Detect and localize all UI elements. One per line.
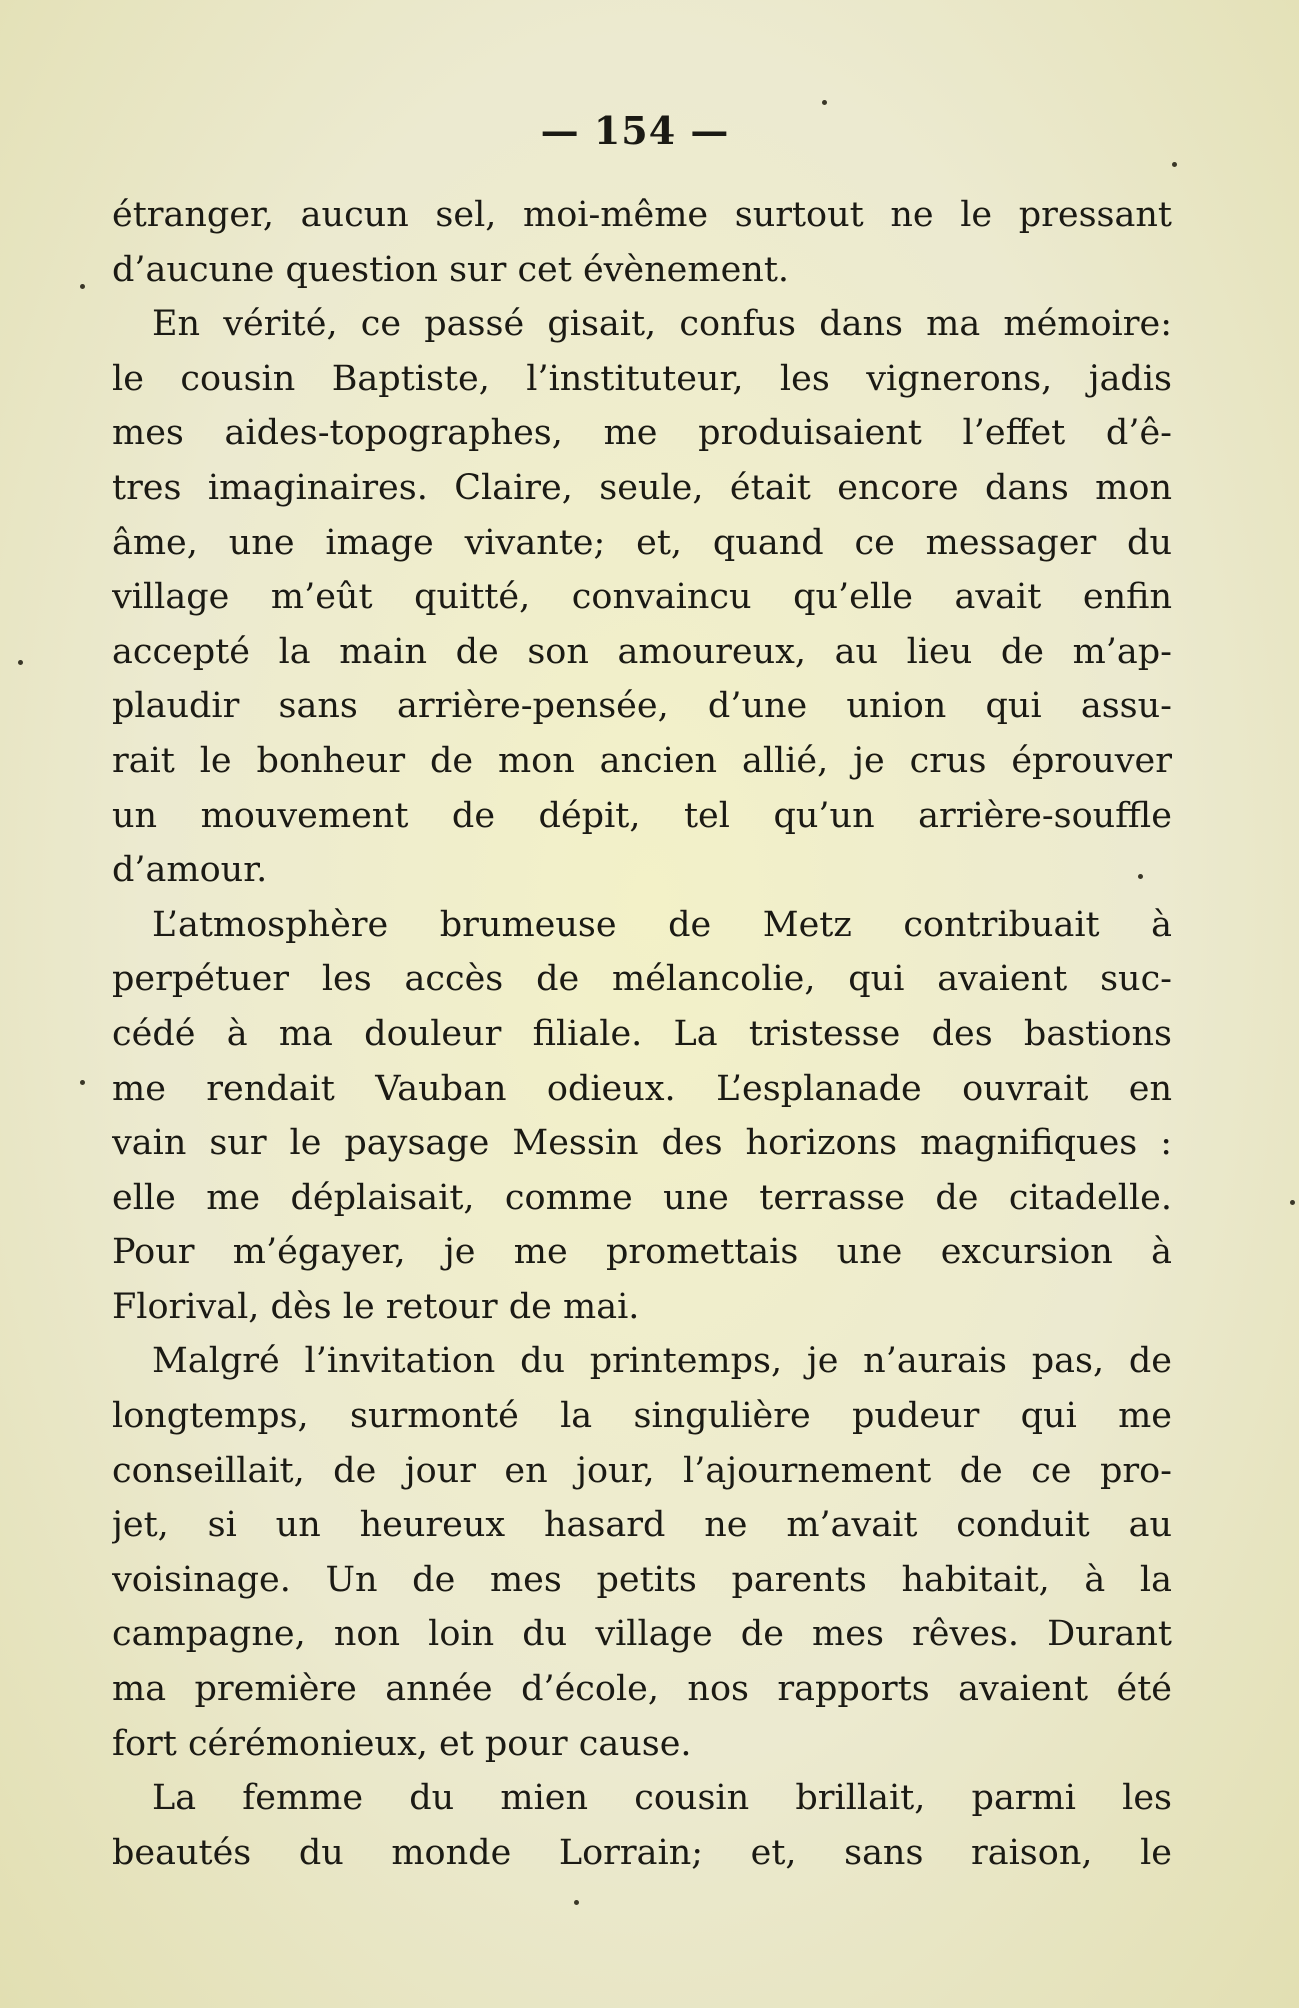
text-line: L’atmosphère brumeuse de Metz contribuait à xyxy=(152,904,1172,945)
paragraph-3 xyxy=(112,898,1172,1335)
text-line: d’amour. xyxy=(112,850,268,891)
body-text xyxy=(112,188,1172,1880)
text-line: elle me déplaisait, comme une terrasse de citadelle. xyxy=(112,1177,1172,1218)
paragraph-1 xyxy=(112,188,1172,297)
text-line: me rendait Vauban odieux. L’esplanade ouvrait en xyxy=(112,1068,1172,1109)
print-speck xyxy=(822,100,827,105)
print-speck xyxy=(1172,162,1177,167)
text-line: cédé à ma douleur filiale. La tristesse des bastions xyxy=(112,1013,1172,1054)
text-line: ma première année d’école, nos rapports avaient été xyxy=(112,1669,1172,1710)
paragraph-2 xyxy=(112,297,1172,898)
print-speck xyxy=(1290,1200,1295,1205)
text-line: fort cérémonieux, et pour cause. xyxy=(112,1723,692,1764)
print-speck xyxy=(1138,874,1143,879)
print-speck xyxy=(574,1900,579,1905)
text-line: La femme du mien cousin brillait, parmi les xyxy=(152,1778,1172,1819)
text-line: plaudir sans arrière-pensée, d’une union qui assu- xyxy=(112,686,1172,727)
text-line: un mouvement de dépit, tel qu’un arrière-souffle xyxy=(112,795,1172,836)
paragraph-5 xyxy=(112,1771,1172,1880)
print-speck xyxy=(80,1080,85,1085)
text-line: accepté la main de son amoureux, au lieu de m’ap- xyxy=(112,631,1172,672)
paragraph-4 xyxy=(112,1334,1172,1771)
text-line: Malgré l’invitation du printemps, je n’aurais pas, de xyxy=(152,1341,1172,1382)
text-line: âme, une image vivante; et, quand ce messager du xyxy=(112,522,1172,563)
text-line: rait le bonheur de mon ancien allié, je crus éprouver xyxy=(112,740,1172,781)
text-line: Florival, dès le retour de mai. xyxy=(112,1286,640,1327)
text-line: mes aides-topographes, me produisaient l’effet d’ê- xyxy=(112,413,1172,454)
text-line: campagne, non loin du village de mes rêves. Durant xyxy=(112,1614,1172,1655)
print-speck xyxy=(18,660,23,665)
text-line: étranger, aucun sel, moi-même surtout ne le pressant xyxy=(112,195,1172,235)
text-line: le cousin Baptiste, l’instituteur, les vignerons, jadis xyxy=(112,358,1172,399)
print-speck xyxy=(80,284,85,289)
text-line: longtemps, surmonté la singulière pudeur qui me xyxy=(112,1396,1172,1437)
page-number: — 154 — xyxy=(540,108,730,153)
text-line: perpétuer les accès de mélancolie, qui avaient suc- xyxy=(112,959,1172,1000)
text-line: En vérité, ce passé gisait, confus dans ma mémoire: xyxy=(152,304,1172,345)
text-line: tres imaginaires. Claire, seule, était encore dans mon xyxy=(112,467,1172,508)
text-line: Pour m’égayer, je me promettais une excursion à xyxy=(112,1232,1172,1273)
text-line: jet, si un heureux hasard ne m’avait conduit au xyxy=(112,1505,1172,1546)
text-line: vain sur le paysage Messin des horizons magnifiques : xyxy=(112,1123,1172,1164)
text-line: d’aucune question sur cet évènement. xyxy=(112,249,790,290)
text-line: village m’eût quitté, convaincu qu’elle avait enfin xyxy=(112,577,1172,618)
text-line: conseillait, de jour en jour, l’ajournement de ce pro- xyxy=(112,1450,1172,1491)
text-line: beautés du monde Lorrain; et, sans raison, le xyxy=(112,1832,1172,1873)
text-line: voisinage. Un de mes petits parents habitait, à la xyxy=(112,1559,1172,1600)
